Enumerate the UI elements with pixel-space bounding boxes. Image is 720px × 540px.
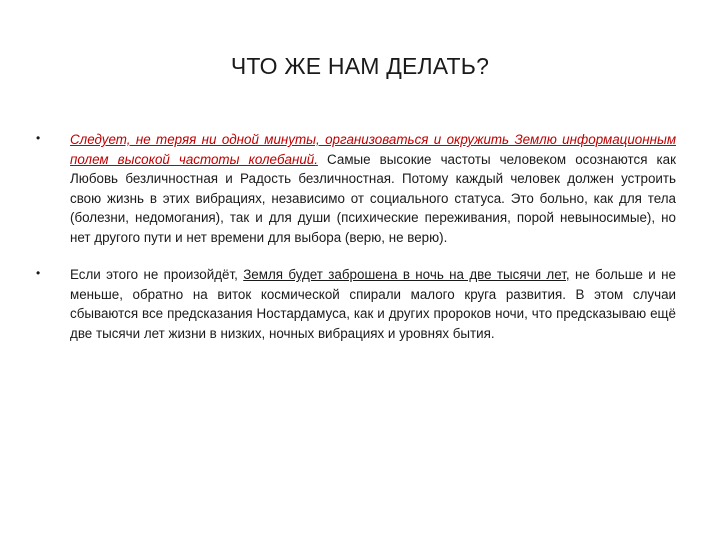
bullet-text-2 — [70, 265, 676, 343]
bullet-text-1 — [70, 130, 676, 247]
emphasis-text: Следует, не теряя ни одной минуты, организоваться и окружить Землю информационным полем высокой частоты колебаний. — [70, 132, 676, 167]
body-text: Самые высокие частоты человеком осознаются как Любовь безличностная и Радость безличностная. Потому каждый человек должен устроить свою жизнь в этих вибрациях, независимо от социального статуса. Это больно, как для тела (болезни, недомогания), так и для души (психические переживания, порой невыносимые), но нет другого пути и нет времени для выбора (верю, не верю). — [70, 151, 676, 245]
bullet-item-1 — [36, 130, 676, 247]
bullet-marker: • — [36, 266, 41, 280]
bullet-marker: • — [36, 131, 41, 145]
bullet-item-2 — [36, 265, 676, 343]
underlined-text: Земля будет заброшена в ночь на две тысячи лет, — [243, 267, 570, 282]
slide-title: ЧТО ЖЕ НАМ ДЕЛАТЬ? — [230, 53, 490, 79]
bullet-list — [36, 130, 676, 361]
body-text: не больше и не меньше, обратно на виток космической спирали малого круга развития. В этом случаи сбываются все предсказания Ностардамуса, как и других пророков ночи, что предсказываю ещё две тысячи лет жизни в низких, ночных вибрациях и уровнях бытия. — [70, 267, 676, 341]
body-text: Если этого не произойдёт, — [70, 267, 244, 282]
